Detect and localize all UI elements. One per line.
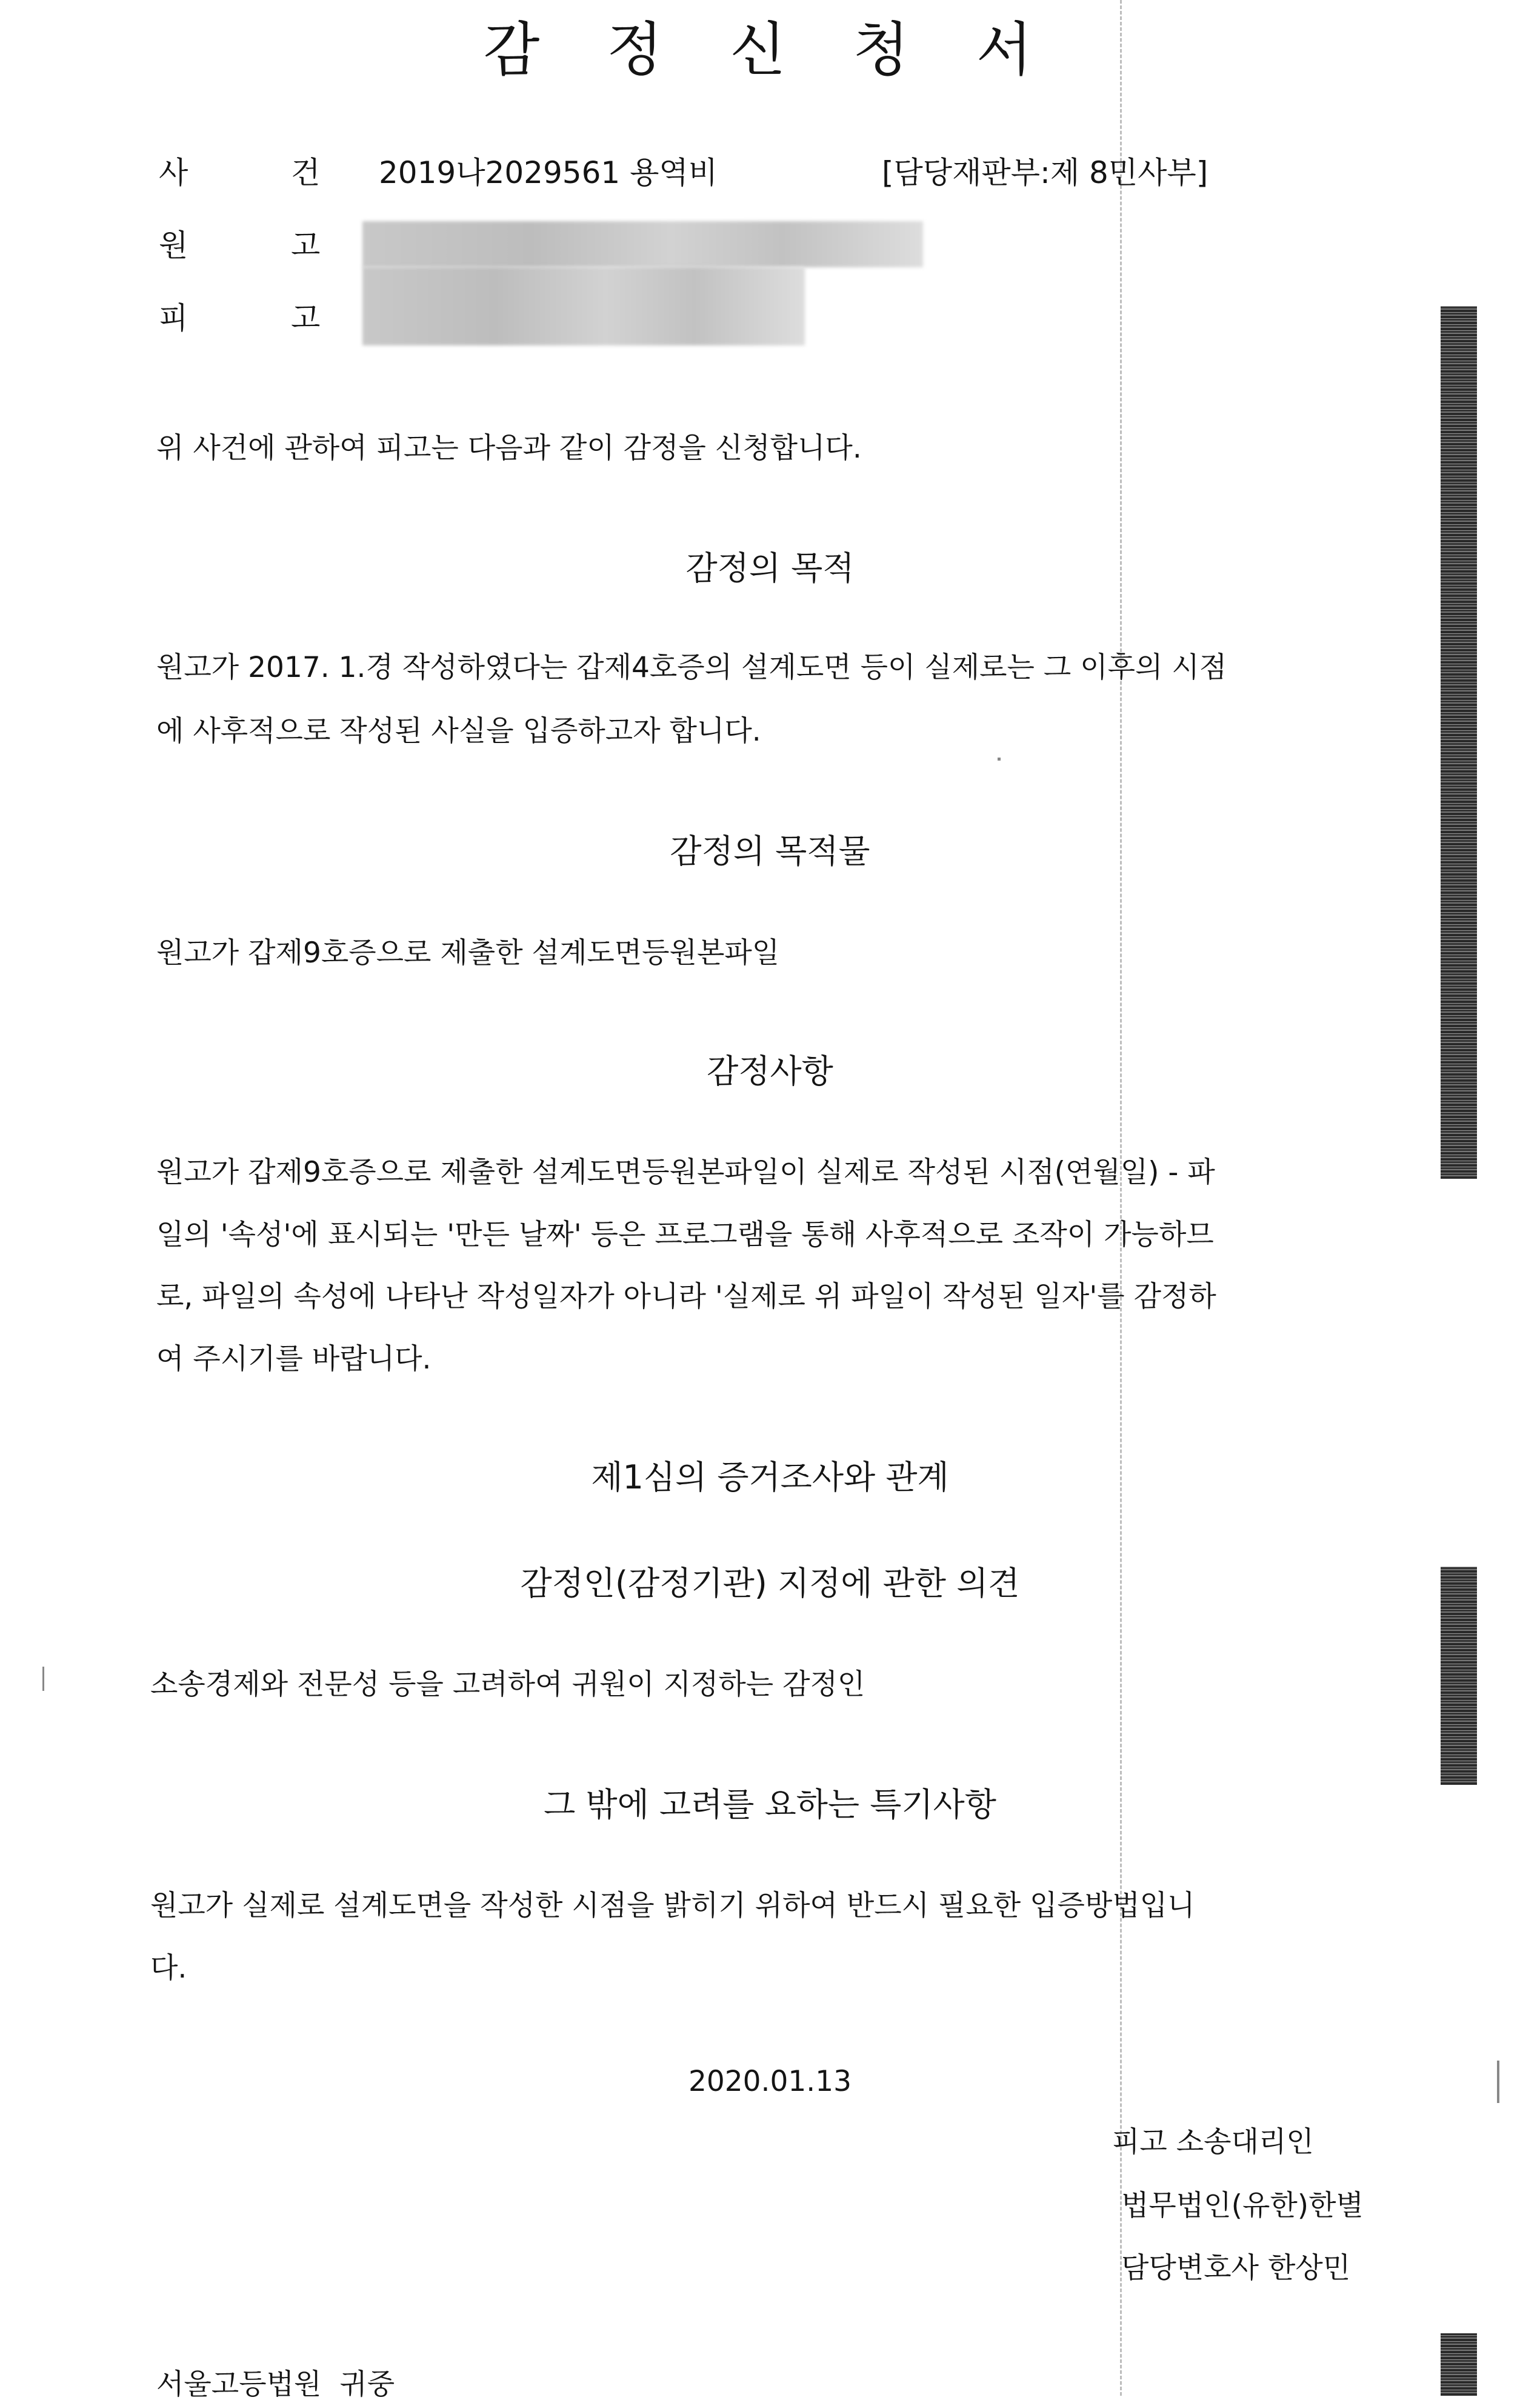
court-division: [담당재판부:제 8민사부] xyxy=(882,155,1208,190)
purpose-line-2: 에 사후적으로 작성된 사실을 입증하고자 합니다. xyxy=(156,715,761,748)
scan-speck xyxy=(42,1667,44,1691)
matters-line-4: 여 주시기를 바랍니다. xyxy=(156,1342,432,1376)
plaintiff-label-char-2: 고 xyxy=(291,228,321,263)
intro-text: 위 사건에 관하여 피고는 다음과 같이 감정을 신청합니다. xyxy=(156,432,862,465)
section-heading-object: 감정의 목적물 xyxy=(670,832,870,870)
object-line-1: 원고가 갑제9호증으로 제출한 설계도면등원본파일 xyxy=(156,936,780,970)
scan-fold-line xyxy=(1120,0,1122,2396)
scan-edge-mark-1 xyxy=(1441,306,1477,1179)
matters-line-3: 로, 파일의 속성에 나타난 작성일자가 아니라 '실제로 위 파일이 작성된 일자'를 감정하 xyxy=(156,1280,1216,1313)
signature-role: 피고 소송대리인 xyxy=(1112,2125,1314,2159)
section-heading-appraiser: 감정인(감정기관) 지정에 관한 의견 xyxy=(520,1564,1020,1602)
case-label-char-2: 건 xyxy=(291,155,321,190)
scan-edge-mark-3 xyxy=(1441,2333,1477,2396)
document-title: 감 정 신 청 서 xyxy=(483,16,1057,84)
section-heading-matters: 감정사항 xyxy=(707,1052,833,1090)
defendant-name-redacted xyxy=(362,267,805,345)
purpose-line-1: 원고가 2017. 1.경 작성하였다는 갑제4호증의 설계도면 등이 실제로는 그 이후의 시점 xyxy=(156,651,1227,684)
signature-firm: 법무법인(유한)한별 xyxy=(1121,2189,1364,2222)
section-heading-relation: 제1심의 증거조사와 관계 xyxy=(591,1458,949,1496)
appraiser-line-1: 소송경제와 전문성 등을 고려하여 귀원이 지정하는 감정인 xyxy=(150,1668,865,1701)
defendant-label-char-1: 피 xyxy=(159,301,188,336)
scan-speck xyxy=(998,758,1001,761)
section-heading-purpose: 감정의 목적 xyxy=(685,549,855,587)
signature-attorney: 담당변호사 한상민 xyxy=(1121,2251,1351,2285)
special-line-1: 원고가 실제로 설계도면을 작성한 시점을 밝히기 위하여 반드시 필요한 입증방법입니 xyxy=(150,1889,1195,1922)
section-heading-special: 그 밖에 고려를 요하는 특기사항 xyxy=(544,1785,996,1824)
special-line-2: 다. xyxy=(150,1951,187,1985)
case-label-char-1: 사 xyxy=(159,155,188,190)
plaintiff-label-char-1: 원 xyxy=(159,228,188,263)
addressee: 서울고등법원 귀중 xyxy=(156,2368,395,2401)
case-number: 2019나2029561 용역비 xyxy=(379,155,718,190)
document-date: 2020.01.13 xyxy=(688,2065,852,2098)
matters-line-2: 일의 '속성'에 표시되는 '만든 날짜' 등은 프로그램을 통해 사후적으로 조작이 가능하므 xyxy=(156,1218,1214,1251)
matters-line-1: 원고가 갑제9호증으로 제출한 설계도면등원본파일이 실제로 작성된 시점(연월일) - 파 xyxy=(156,1156,1215,1189)
defendant-label-char-2: 고 xyxy=(291,301,321,336)
plaintiff-name-redacted xyxy=(362,221,923,267)
